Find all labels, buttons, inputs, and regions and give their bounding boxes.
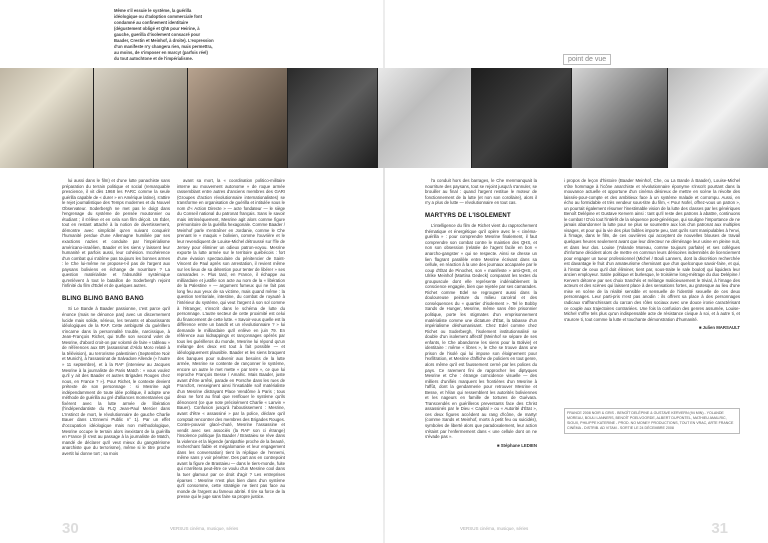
photo-4: [288, 68, 378, 168]
col4-paragraph: i propos de leçon d'histoire (Baader Meinhof, Che, ou La Bande à Baader), Louise-Michel s'ôte hommage à l'icône anarchiste et révolutionnaire éponyme s'inscrit pourtant dans la mouvance actuelle et opportune d'un cinéma désireux de mettre en scène la révolte des laissés-pour-compte et des ambitieux face à un système malade et corrompu. Aussi, en écho au formidable et très vendeur sous-titre du film, « Pour Nofel, offrez-vous un patron », un pourrait également résumer l'inestimable vision de la lutte des classes par les génériques Benoît Delépine et Gustave Kervern ainsi : tant qu'il reste des patrons à abattre, continuons le combat ! D'où tout l'intérêt de la séquence post-générique, qui souligne l'importance de ne jamais abandonner la lutte pour ne plus se soumettre aux lois d'un patronat aux multiples visages, et pour qui la vie des plus faibles importe peu, tant qu'ils sont manipulables à l'envi, à l'image, dans le film, de ces ouvrières qui acceptent de nouvelles blouses de travail quelques heures seulement avant que leur directeur ne déménage leur usine en pleine nuit, et dans leur dos. Louise (Yolande Moreau, comme toujours parfaite) et ses collègues d'infortune décident alors de mettre en commun leurs dérisoires indemnités de licenciement pour engager un tueur professionnel (Michel / Bouli Lanners, dont la discrétion recherchée est davantage le fruit d'un amateurisme cheminant que d'un quelconque savoir-faire, et qui, à l'instar de ceux qu'il doit éliminer, tient par, sous-traite le sale boulot) qui liquidera leur ancien employeur. Satire politique et burlesque, le troisième long-métrage du duo Delépine / Kervern détonne par ses choix tranchés et mélange malicieusement le trivial, à l'image des acteurs et des scènes qui laissent place à des sensations fortes, au grotesque au lieu d'une mise en scène de la réalité sensible et sensuelle de l'identité sexuelle de ces deux personnages. Leur parti-pris n'est pas anodin : ils offrent sa place à des personnages radicaux s'affranchissant du carcan des rôles sociaux avec une douce ironie caractérisant ce couple aux trajectoires contrariées. Une fois la confusion des genres assumée, Louise-Michel s'offre tels plus qu'un indispensable acte de résistance civique à soi, et à autre ti, et s'aurore ti, tout comme la lutte et touchante démonstration d'humanité.: [564, 178, 740, 322]
magazine-name-left: VERSUS: [170, 526, 189, 531]
photo-2: [94, 68, 188, 168]
photo-strip: [0, 68, 768, 168]
magazine-sub-left: cinéma, musique, séries: [189, 526, 239, 531]
subhead-isolement: MARTYRS DE L'ISOLEMENT: [425, 212, 511, 219]
intro-paragraph: Même s'il essuie le système, la guérilla idéologique ou d'adoption commerciale font condamné au confinement identitaire (dégustement obligé et Qh5 pour Heirine, à gauche, guerilla d'isolement consacré pour Baader, Crestin et Meinhof, à droite). L'expression d'un manifeste n'y changera rien, mais permettra, au moins, de s'imposer en marcy! (parfois réel) du tout autochtone et de l'impérialisme.: [114, 8, 214, 61]
rubric: point de vue: [563, 54, 611, 65]
column-2: [177, 178, 285, 502]
col3-paragraph-2: L'intelligence du film de Richet vient du rapprochement thématique et énergétique qu'il opère avec le « cinéma-guérilla » : pour comprendre Mesrine finalement, il faut comprendre son combat contre le maintien des QHS, et non son obsession (relatée de l'agent facile en bon « anarcho-gangster » qui se respecte. Ainsi se dresse un lien flagrant parallèle entre Mesrine écrivant dans sa cellule, en réaction à la une des journaux accaparée par le coup d'État de Pinochet, son « manifeste » anti-QHS, et Ulrike Meinhof (Martina Gedeck) comparant les textes du groupuscule dont elle représente indéniablement la conscience engagée, bien que rejetée par ses camarades. Richet comme Edel se regroupent aussi dans la douloureuse peinture du milieu carcéral et des conséquences du « quartier d'isolement ». Tel le Bobby Sands de Hunger, Mesrine, même sans être prisonnier politique, porte les stigmates d'un emprisonnement matérialiste comme une dictature d'État, la tabasse d'un impérialisme déshumanisant. Chez Edel comme chez Richet ou Soderbergh, l'isolement institutionnalisé se double d'un isolement affectif (Meinhof se sépare de ses enfants, le Che abandonne les siens pour la Bolivie) et identitaire : même « libres », le Che se trouve dans une prison de l'isolé qui lui impose son éloignement pour l'exfiltration, et Mesrine d'affiche de policiers en tout genre, alors même qu'il est faussement cerné par les polices du pays. Ce rarement fini de rapprocher les diptyques Mesrine et Che : étrange coïncidence visuelle — des milliers d'unifiés marquent les frontières d'un Mesrine à l'affût, dont la gendarmerie pour retrouver Mesrine et Besse, et l'élan qui ressemblent les autorités boliviennes et les nageurs en famille de tortures de Guévara. Transcendés en guérilleros preventants face des Christ assassinés par le Dieu « Capital » ou « Autorité d'État », ces deux figures accèdent au rang d'icône, de martyr (comme Sands et Meinhof, morts à petit feu ou suicidés), symboles de liberté alors que paradoxalement, leur action s'étaint par l'enfermement dans « une cellule dont on ne s'évade pas ».: [425, 223, 537, 440]
page-number-right: 31: [711, 520, 728, 537]
col1-paragraph: lui aussi dans le film) et d'une lutte panachiste sans préparation du terrain politique et social (remarquable prescience, il vit dès 1968 les FARC comme la seule guérilla capable de « durer » en Amérique latine), s'attire le rejet journalistique des Temps modernes et du Nouvel Observateur. Soderbergh ne met pas le doigt dans l'engrenage du système de pensée moutonnier ou étudiant ; il s'élève et en cela son film déçoit. Un Éder, tout en restant attaché à la notion de divertissement, démontre avec simplicité qu'en suivant conquérir l'humanité perdue d'une Allemagne humiliée par ses exactions nazies et conduite par l'impérialisme américano-israélien, Baader et les siens y laissent leur humanité et parfois aussi, leur cohésion. Incohérence d'un combat qui s'abîme pas toujours les bonnes armes : le Che lui-même ne propose-t-il pas de l'argent aux paysans boliviens en échange de nourriture ? La question matérialiste et l'absurdité systémique qu'enlèvent à tout le bataillon de Soderbergh rejoint l'infinité du film d'Edel et de quelques autres.: [62, 178, 170, 289]
magazine-left: [170, 526, 238, 531]
photo-5: [378, 68, 472, 168]
col1-paragraph-2: Si Le Bande à Baader passionne, c'est parce qu'il énonce (mais ne dénonce pas) avec un discernement lucide mais solide, sérieux, les tenants et aboutissants idéologiques de la RAF. Cette ambiguïté du guérillero s'incarne dans la personnalité trouble, narcissique, à Jean-François Richet, qui truffe son second volet de Mesrine, d'abord croit-on par volonté de faire « tableau » de références aux BR (assassinat d'Aldo Moro relaté à la télévision), au terrorisme palestinien (Septembre Noir et Munich), à l'assassinat de Salvadore Allende (« l'autre » 11 septembre), et à la RAF (interview au Jacques Mesrine à la journaliste de Paris Match : « vous voulez qu'il y ait des Baader et autres Brigades Rouges chez nous, en France ? »). Pour Richet, le contexte devient prétexte de son personnage : si Mesrine agit indépendamment de toute idée politique, il adopte une méthode de guérilla au gré d'alliances momentanées qui fixèrent avec la lutte armée de libération (l'indépendantiste du FLQ Jean-Paul Mercier dans L'Instinct de mort, le révolutionnaire de gauche Charlie Bauer dans L'Ennemi Public n° 1). Par un effet d'occupation idéologique mais non méthodologique, Mesrine occupe le terrain alors inexistant de la guérilla en France (il s'est au passage à la journaliste de Match, mandé de déclarer qu'il veut mieux du gangstérisme anarchiste que du terrorisme), même si le titre proche avertit lui donne tort ; sa mois: [62, 306, 170, 456]
magazine-sub-right: cinéma, musique, séries: [479, 526, 529, 531]
signature-julien: ■ Julien MARSAULT: [698, 325, 740, 331]
photo-1: [0, 68, 94, 168]
magazine-right: [460, 526, 528, 531]
photo-3: [188, 68, 288, 168]
page-number-left: 30: [62, 520, 79, 537]
magazine-name-right: VERSUS: [460, 526, 479, 531]
column-1: [62, 178, 170, 458]
column-4: [564, 178, 740, 331]
photo-6: [472, 68, 572, 168]
film-infobox: FRANCE 2008 NOIR & GRIS - BENOÎT DELÉPINE & GUSTAVE KERVERN (94 MIN) - YOLANDE MOREAU, BOULI LANNERS, BENOÎT POELVOORDE, ALBERT DUPONTEL, MATHIEU AMALRIC, SIOUX, PHILIPPE KATERINE - PROD. NO MONEY PRODUCTIONS, TOUT EN VRAC, ARTE FRANCE CINÉMA - DISTRIB. AD VITAM - SORTIE LE 24 DÉCEMBRE 2008: [564, 408, 740, 434]
photo-8: [668, 68, 768, 168]
col2-paragraph: avant sa mort, la « coordination politico-militaire interne au mouvement autonome » de roque armée rassemblant entre autres d'anciens membres des GARI (Groupes d'action révolutionnaire internationalistes) se transforme en organisation de guérilla et intitulée sous le nom d'« Action Directe » — acte fondateur — le siège du Conseil national du patronat français. Sans le savoir mais intrinsèquement, Mesrine agit alors comme figure prémonitoire de la guérilla hexagonale. Comme Baader / Meinhof parle s'entraîner en Jordanie, comme le Che prenant le « maquis » bolivien, comme l'ouvrière et le leur revendiquent de Louise-Michel détroussé sur l'île de Jersey pour éliminer un odieux patron-voyou. Mesrine exporte la lutte armée sur le territoire québécois : fort d'une évasion spectaculaire du pénitencier de Saint-Vincent de Paul après son arrestation, il revient même sur les lieux de sa détention pour tenter de libérer » ses camarades ». Plus tard, en France, il échappe au milliardaire et justifie son acte au nom de la « libération de la Palestine » — argument fumeux qui ne fait pas long feu aux yeux de sa victime, mais quand même : la question territoriale, intestine, du combat de royauté à l'intérieur du système, qui veut l'argent à son sol comme à l'étranger, s'inscrit dans le schéma de lutte du personnage. L'autre secteur de cette proximité est celui du financement de cette lutte. « Savoir-vous quelle est la différence entre un bandit et un révolutionnaire ? » lui demande le milliardaire qu'il enlève en juin 79. En référence aux kidnappings et rançonnages opérés par tous les guérilleros du monde, Mesrine lui répond qu'un mélange des deux est tout à fait possible — et idéologiquement plausible. Baader et les siens braquent des banques pour subvenir aux besoins de la lutte armée, Mesrine se contente de rançonner le système, encore un autre le met mette « par terre », ce que lui reproche François Besse / Amalric. Mais Baader, juste avant d'être arrêté, parade en Porsche dans les rues de Francfort, renseignent ainsi l'insatiable soif matérialiste d'un Mesrine distrayant Place Vendôme à Paris ; tous deux ne font au final que renflouer le système qu'ils dénoncent (ce que note précisément Charlie « Lanvin » Bauer). Confusion jusqu'à l'aboutissement : Mesrine, avant d'être « assassiné » par la police, déclare qu'il comptait rencontrer des membres des Brigades Rouges. Contre-pouvoir glacé-chuté, Mesrine l'assassine et vendit avec ses associés (la RAF son ci étrange) l'insolence politique (la Baader / Brastaieu se rève dans la violence et la légende (antipathie proche de la beauté, recherchant fiable et mégalomanie et leur engagement dans les conversation) tient la réplique de l'ennemi, même sans y voir pénétrer. Des part ans en contrepoint avant la figure de Brastaieu — dans le tiers-monde, fuite qui n'arrêtera peut-être ce voulu d'un Mesrine cool dans la tuer glamour par ce droit d'agir ? Les entreprises éparses : Mesrine n'est plus bien dans d'un système qu'il consomme, cette stratégie ne tient pas face au monde de l'argent au fameux abrité. Il tire sa force de la presse qui le juge sans faire sa propre justice.: [177, 178, 285, 500]
col3-paragraph: l'a conduit hors des barrages, le Che menmanquait la nourriture des paysans, tout se rejoint jusqu'à s'annuler, se brouiller au final : quand l'argent restitue le moteur de fonctionnement de la lutte (et non son corollaire), alors il n'y a plus de lutte — révolutionnaire en tout cas.: [425, 178, 537, 206]
subhead-bling: BLING BLING BANG BANG: [62, 295, 144, 302]
signature-stephane: ■ Stéphane LEDIEN: [496, 442, 537, 448]
column-3: [425, 178, 537, 448]
photo-7: [572, 68, 668, 168]
